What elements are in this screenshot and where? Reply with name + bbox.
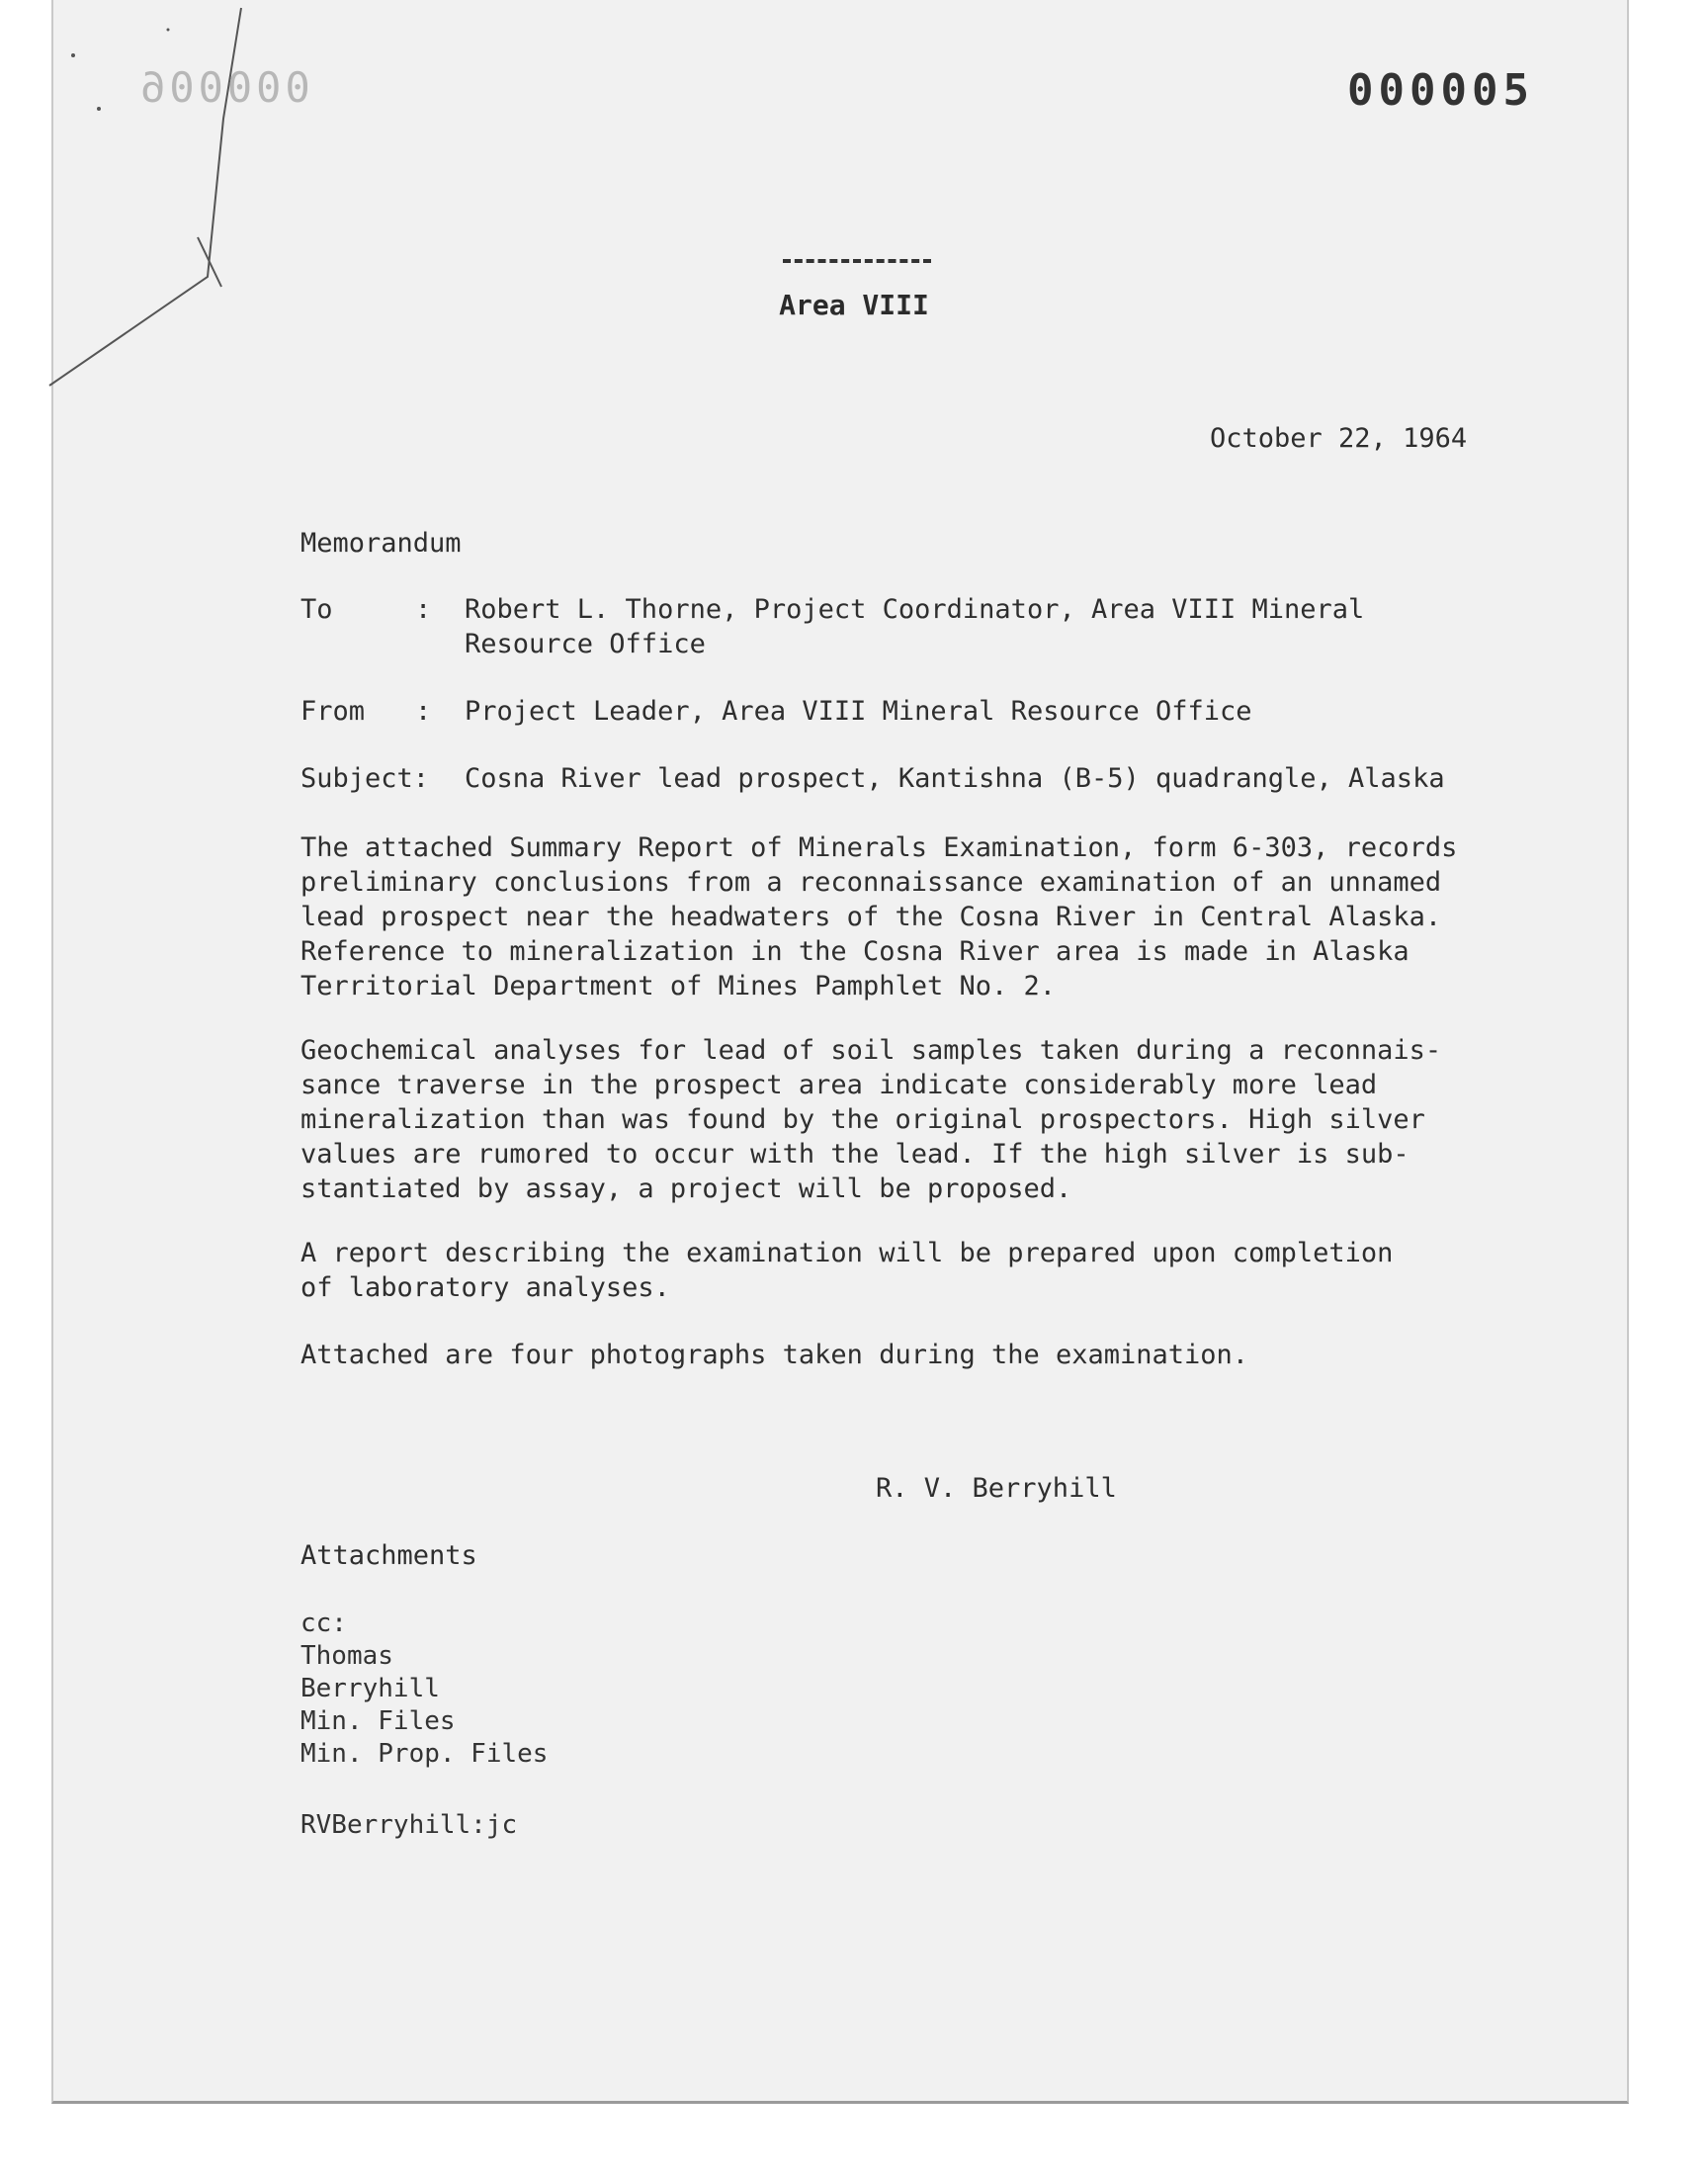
from-value: Project Leader, Area VIII Mineral Resource Office — [465, 696, 1252, 727]
from-label: From — [300, 696, 366, 727]
memo-label: Memorandum — [300, 528, 462, 559]
heading-dash-rule — [783, 259, 931, 263]
document-number: 000005 — [1347, 65, 1534, 116]
from-colon: : — [415, 696, 432, 727]
cc-item: Min. Files — [300, 1706, 456, 1736]
body-paragraph-1: The attached Summary Report of Minerals Examination, form 6-303, records preliminary conclusions from a reconnaissance examination of an unnamed lead prospect near the headwaters of the Cosna River in Central Alaska. Reference to mineralization in the Cosna River area is made in Alaska Territorial Department of Mines Pamphlet No. 2. — [300, 832, 1458, 1001]
cc-item: Min. Prop. Files — [300, 1739, 549, 1769]
to-value-line1: Robert L. Thorne, Project Coordinator, Area VIII Mineral — [465, 594, 1365, 625]
bleed-through-number: 000006 — [136, 63, 310, 112]
to-colon: : — [415, 594, 432, 625]
corner-fold-mark — [40, 0, 257, 395]
cc-item: Thomas — [300, 1641, 393, 1671]
subject-label: Subject: — [300, 763, 430, 794]
area-heading: Area VIII — [779, 289, 929, 321]
signature: R. V. Berryhill — [876, 1473, 1117, 1504]
to-label: To — [300, 594, 333, 625]
cc-item: Berryhill — [300, 1674, 440, 1703]
attachments-label: Attachments — [300, 1540, 477, 1571]
body-paragraph-2: Geochemical analyses for lead of soil samples taken during a reconnais- sance traverse in the prospect area indicate considerably more lead mineralization than was found by the original prospectors. High silver values are rumored to occur with the lead. If the high silver is sub- stantiated by assay, a project will be proposed. — [300, 1035, 1442, 1204]
subject-value: Cosna River lead prospect, Kantishna (B-5) quadrangle, Alaska — [465, 763, 1445, 794]
cc-block — [300, 1608, 548, 1771]
memo-date: October 22, 1964 — [1210, 423, 1468, 454]
typist-initials: RVBerryhill:jc — [300, 1810, 518, 1840]
body-paragraph-3: A report describing the examination will be prepared upon completion of laboratory analyses. — [300, 1238, 1394, 1303]
cc-label: cc: — [300, 1609, 347, 1638]
body-paragraph-4: Attached are four photographs taken during the examination. — [300, 1340, 1249, 1370]
to-value-line2: Resource Office — [465, 629, 706, 659]
page-margin — [0, 2104, 1708, 2175]
